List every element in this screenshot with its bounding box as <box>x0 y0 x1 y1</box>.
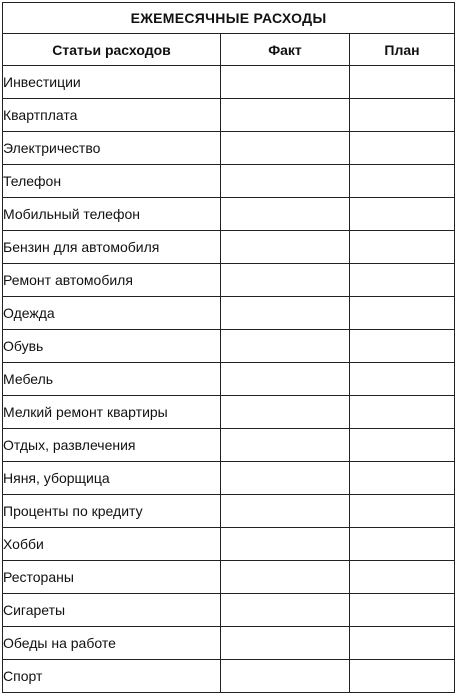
header-expense-items: Статьи расходов <box>3 34 221 66</box>
table-row <box>3 561 455 594</box>
plan-value-cell <box>350 66 455 99</box>
header-plan: План <box>350 34 455 66</box>
plan-value-cell <box>350 132 455 165</box>
plan-value-cell <box>350 429 455 462</box>
table-row <box>3 99 455 132</box>
expense-item-label: Бензин для автомобиля <box>3 231 221 264</box>
actual-value-cell <box>221 594 350 627</box>
plan-value-cell <box>350 231 455 264</box>
actual-value-cell <box>221 396 350 429</box>
actual-value-cell <box>221 429 350 462</box>
expense-item-label: Отдых, развлечения <box>3 429 221 462</box>
plan-value-cell <box>350 660 455 693</box>
actual-value-cell <box>221 297 350 330</box>
table-row <box>3 660 455 693</box>
expense-item-label: Мелкий ремонт квартиры <box>3 396 221 429</box>
expense-item-label: Электричество <box>3 132 221 165</box>
expense-item-label: Квартплата <box>3 99 221 132</box>
table-row <box>3 165 455 198</box>
header-row <box>3 34 455 66</box>
expense-item-label: Проценты по кредиту <box>3 495 221 528</box>
expense-item-label: Мобильный телефон <box>3 198 221 231</box>
actual-value-cell <box>221 132 350 165</box>
actual-value-cell <box>221 528 350 561</box>
plan-value-cell <box>350 363 455 396</box>
plan-value-cell <box>350 462 455 495</box>
plan-value-cell <box>350 297 455 330</box>
expense-item-label: Спорт <box>3 660 221 693</box>
actual-value-cell <box>221 165 350 198</box>
actual-value-cell <box>221 627 350 660</box>
table-row <box>3 264 455 297</box>
plan-value-cell <box>350 561 455 594</box>
expense-item-label: Обувь <box>3 330 221 363</box>
actual-value-cell <box>221 660 350 693</box>
expense-item-label: Инвестиции <box>3 66 221 99</box>
expense-item-label: Обеды на работе <box>3 627 221 660</box>
actual-value-cell <box>221 231 350 264</box>
table-title: ЕЖЕМЕСЯЧНЫЕ РАСХОДЫ <box>3 3 455 34</box>
expense-item-label: Ремонт автомобиля <box>3 264 221 297</box>
expense-item-label: Рестораны <box>3 561 221 594</box>
actual-value-cell <box>221 198 350 231</box>
plan-value-cell <box>350 165 455 198</box>
actual-value-cell <box>221 264 350 297</box>
table-row <box>3 231 455 264</box>
table-row <box>3 627 455 660</box>
plan-value-cell <box>350 495 455 528</box>
plan-value-cell <box>350 198 455 231</box>
expense-item-label: Мебель <box>3 363 221 396</box>
actual-value-cell <box>221 99 350 132</box>
title-row <box>3 3 455 34</box>
expense-item-label: Хобби <box>3 528 221 561</box>
actual-value-cell <box>221 330 350 363</box>
expense-item-label: Телефон <box>3 165 221 198</box>
table-row <box>3 132 455 165</box>
actual-value-cell <box>221 495 350 528</box>
table-row <box>3 363 455 396</box>
actual-value-cell <box>221 66 350 99</box>
expense-item-label: Одежда <box>3 297 221 330</box>
plan-value-cell <box>350 594 455 627</box>
table-row <box>3 330 455 363</box>
actual-value-cell <box>221 363 350 396</box>
header-actual: Факт <box>221 34 350 66</box>
monthly-expenses-table <box>2 2 455 693</box>
table-row <box>3 594 455 627</box>
table-row <box>3 198 455 231</box>
plan-value-cell <box>350 99 455 132</box>
table-row <box>3 462 455 495</box>
plan-value-cell <box>350 396 455 429</box>
plan-value-cell <box>350 330 455 363</box>
table-row <box>3 66 455 99</box>
plan-value-cell <box>350 528 455 561</box>
table-row <box>3 528 455 561</box>
actual-value-cell <box>221 561 350 594</box>
expense-item-label: Няня, уборщица <box>3 462 221 495</box>
table-row <box>3 429 455 462</box>
expense-item-label: Сигареты <box>3 594 221 627</box>
table-row <box>3 396 455 429</box>
plan-value-cell <box>350 264 455 297</box>
actual-value-cell <box>221 462 350 495</box>
plan-value-cell <box>350 627 455 660</box>
table-row <box>3 297 455 330</box>
table-row <box>3 495 455 528</box>
